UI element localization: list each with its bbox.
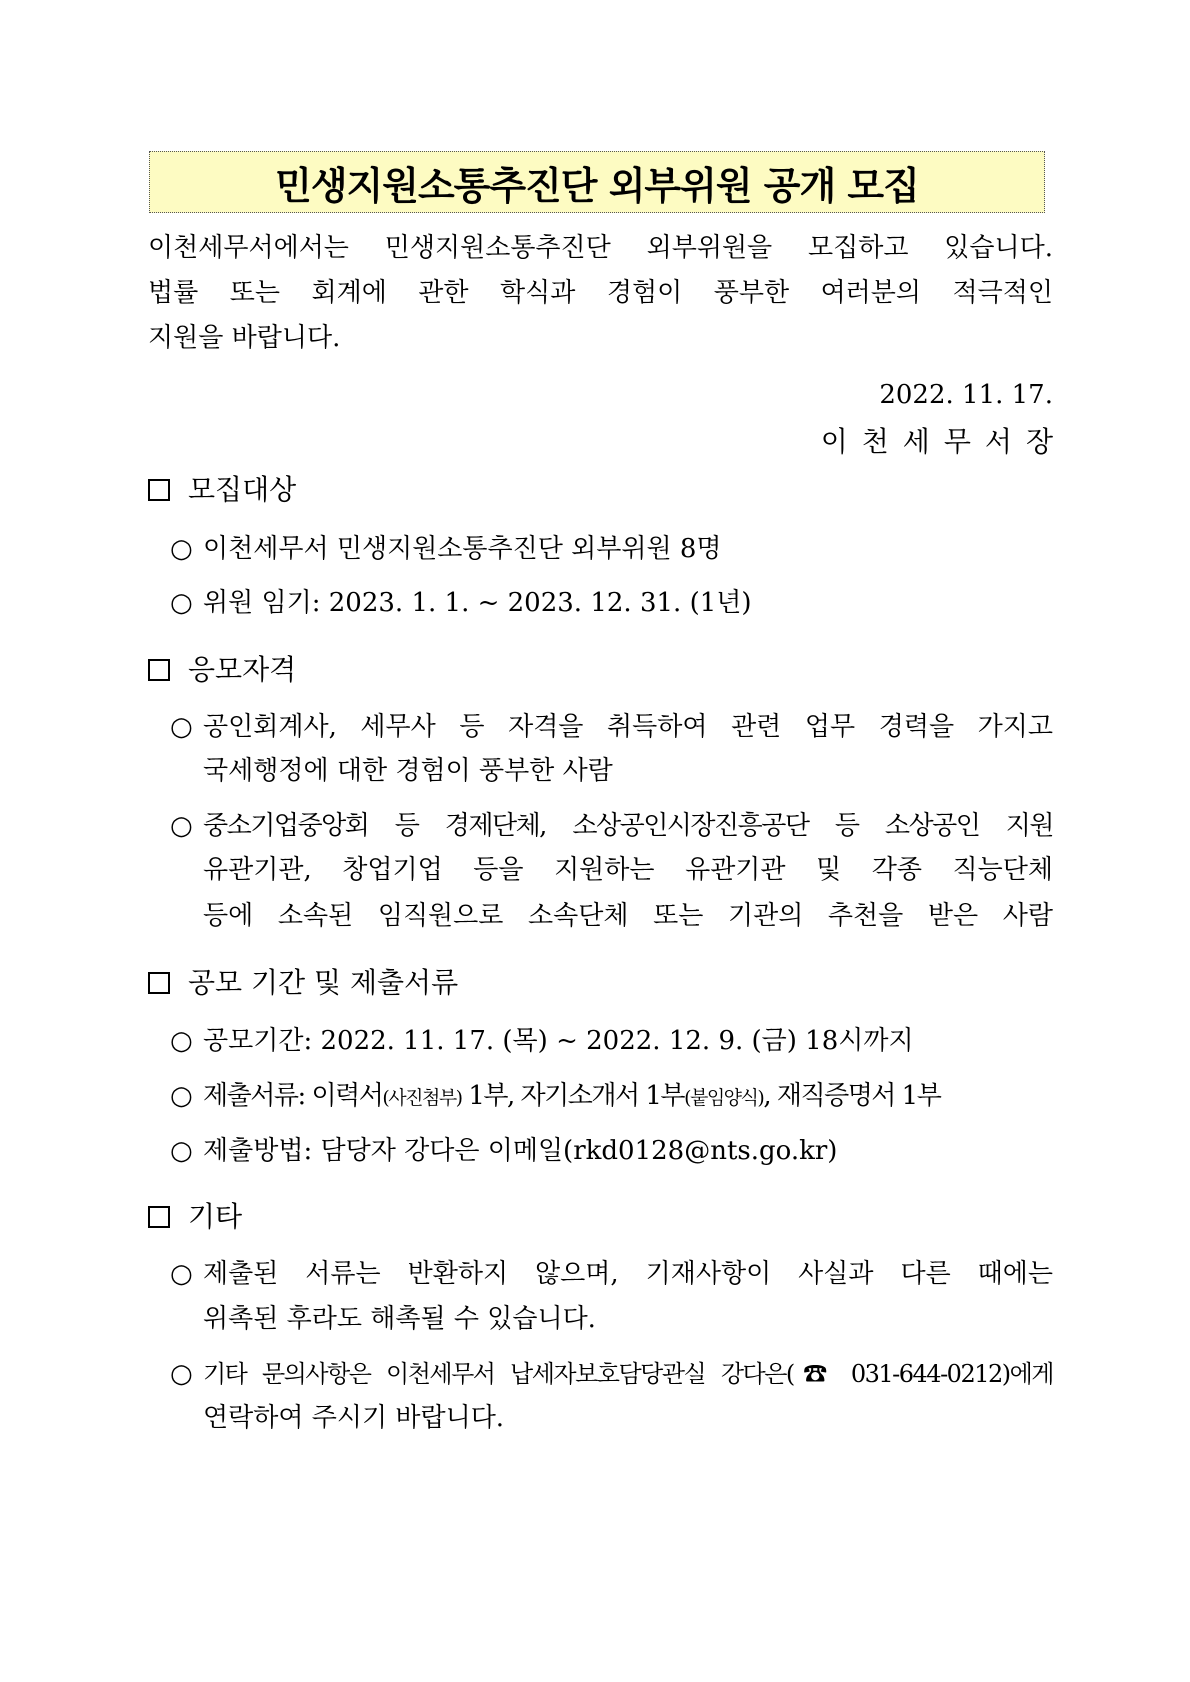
circle-bullet-icon: ○ (170, 534, 193, 564)
list-item-text: 이천세무서 민생지원소통추진단 외부위원 8명 (203, 534, 722, 564)
circle-bullet-icon: ○ (170, 1259, 193, 1289)
section-heading (148, 1197, 242, 1237)
list-item (170, 529, 1053, 569)
list-item (170, 1021, 1053, 1061)
section-heading-text: 공모 기간 및 제출서류 (188, 966, 459, 999)
checkbox-square-icon (148, 659, 170, 681)
section-heading (148, 470, 296, 510)
circle-bullet-icon: ○ (170, 1026, 193, 1056)
list-item (170, 1131, 1053, 1171)
intro-line: 법률 또는 회계에 관한 학식과 경험이 풍부한 여러분의 적극적인 (148, 278, 1053, 308)
circle-bullet-icon: ○ (170, 1081, 192, 1111)
list-item-text: 1부, 자기소개서 1부 (461, 1081, 685, 1111)
list-item-text: 공모기간: 2022. 11. 17. (목) ~ 2022. 12. 9. (금) 18시까지 (203, 1026, 914, 1056)
page-title: 민생지원소통추진단 외부위원 공개 모집 (275, 163, 919, 208)
intro-line: 지원을 바랍니다. (148, 323, 341, 353)
list-item-note: (사진첨부) (382, 1087, 462, 1109)
circle-bullet-icon: ○ (170, 1359, 193, 1389)
list-item-note: (붙임양식) (684, 1087, 764, 1109)
issuer-name: 이천세무서장 (820, 425, 1067, 458)
list-item-text: 위촉된 후라도 해촉될 수 있습니다. (203, 1304, 596, 1334)
list-item-text: 국세행정에 대한 경험이 풍부한 사람 (203, 756, 613, 786)
list-item-text: 연락하여 주시기 바랍니다. (203, 1403, 505, 1433)
section-heading (148, 963, 458, 1003)
title-box (149, 151, 1045, 213)
list-item-text: 위원 임기: 2023. 1. 1. ~ 2023. 12. 31. (1년) (203, 588, 752, 618)
list-item-text: 제출서류: 이력서 (203, 1081, 383, 1111)
circle-bullet-icon: ○ (170, 811, 193, 841)
list-item-text: , 재직증명서 1부 (763, 1081, 941, 1111)
section-heading (148, 650, 296, 690)
circle-bullet-icon: ○ (170, 588, 193, 618)
list-item-text: 유관기관, 창업기업 등을 지원하는 유관기관 및 각종 직능단체 (203, 855, 1053, 885)
list-item (170, 1076, 1053, 1116)
intro-line: 이천세무서에서는 민생지원소통추진단 외부위원을 모집하고 있습니다. (148, 233, 1053, 263)
checkbox-square-icon (148, 479, 170, 501)
date: 2022. 11. 17. (879, 380, 1053, 410)
checkbox-square-icon (148, 1206, 170, 1228)
section-heading-text: 모집대상 (188, 473, 297, 506)
list-item-text: 공인회계사, 세무사 등 자격을 취득하여 관련 업무 경력을 가지고 (203, 712, 1053, 742)
section-heading-text: 기타 (188, 1200, 243, 1233)
list-item-text: 제출방법: 담당자 강다은 이메일(rkd0128@nts.go.kr) (203, 1136, 838, 1166)
issuer (820, 422, 1067, 462)
list-item-text: 등에 소속된 임직원으로 소속단체 또는 기관의 추천을 받은 사람 (203, 901, 1053, 931)
list-item-text: 중소기업중앙회 등 경제단체, 소상공인시장진흥공단 등 소상공인 지원 (203, 811, 1053, 841)
circle-bullet-icon: ○ (170, 712, 193, 742)
list-item-text: 제출된 서류는 반환하지 않으며, 기재사항이 사실과 다른 때에는 (203, 1259, 1053, 1289)
list-item (170, 583, 1053, 623)
section-heading-text: 응모자격 (188, 653, 297, 686)
list-item-text: 기타 문의사항은 이천세무서 납세자보호담당관실 강다은(☎ 031-644-0212)에게 (203, 1360, 1053, 1388)
checkbox-square-icon (148, 972, 170, 994)
circle-bullet-icon: ○ (170, 1136, 193, 1166)
